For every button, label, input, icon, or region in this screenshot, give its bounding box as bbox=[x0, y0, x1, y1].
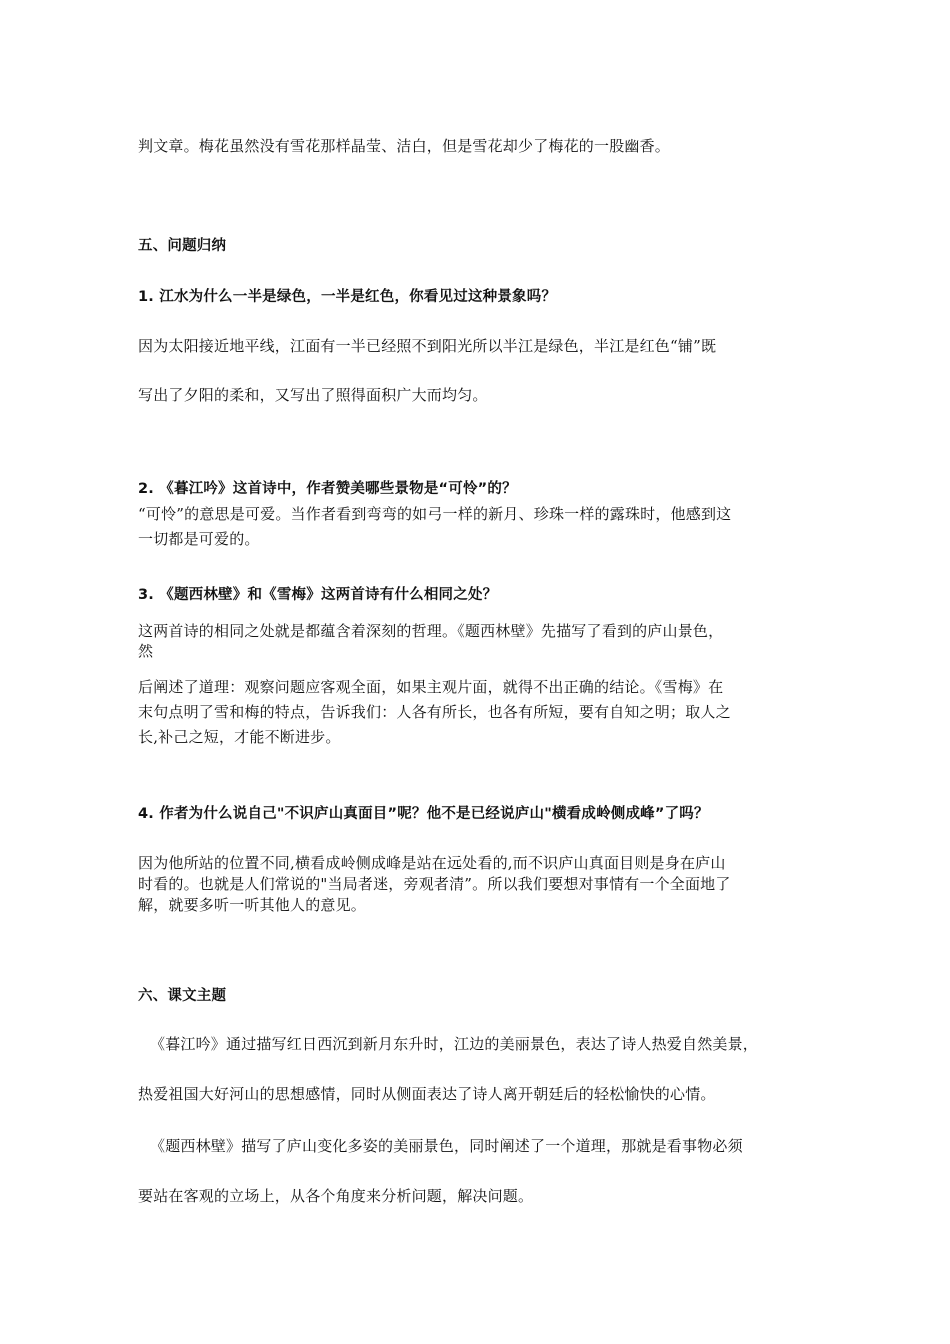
answer-3-line-1: 这两首诗的相同之处就是都蕴含着深刻的哲理。《题西林壁》先描写了看到的庐山景色， bbox=[138, 622, 724, 640]
theme-paragraph-2-line-2: 要站在客观的立场上，从各个角度来分析问题，解决问题。 bbox=[138, 1187, 534, 1205]
section-six-heading: 六、课文主题 bbox=[138, 988, 227, 1004]
answer-4-line-1: 因为他所站的位置不同,横看成岭侧成峰是站在远处看的,而不识庐山真面目则是身在庐山 bbox=[138, 854, 726, 872]
intro-text-line: 判文章。梅花虽然没有雪花那样晶莹、洁白，但是雪花却少了梅花的一股幽香。 bbox=[138, 137, 671, 155]
answer-3-line-3: 后阐述了道理：观察问题应客观全面，如果主观片面，就得不出正确的结论。《雪梅》在 bbox=[138, 678, 724, 696]
question-4: 4. 作者为什么说自己"不识庐山真面目”呢？他不是已经说庐山"横看成岭侧成峰”了吗？ bbox=[138, 806, 709, 822]
answer-2-line-2: 一切都是可爱的。 bbox=[138, 530, 260, 548]
theme-paragraph-1-line-1: 《暮江吟》通过描写红日西沉到新月东升时，江边的美丽景色，表达了诗人热爱自然美景， bbox=[150, 1035, 759, 1053]
question-3: 3. 《题西林壁》和《雪梅》这两首诗有什么相同之处？ bbox=[138, 587, 498, 603]
theme-paragraph-2-line-1: 《题西林壁》描写了庐山变化多姿的美丽景色，同时阐述了一个道理，那就是看事物必须 bbox=[150, 1137, 743, 1155]
answer-3-line-4: 末句点明了雪和梅的特点，告诉我们：人各有所长，也各有所短，要有自知之明；取人之 bbox=[138, 703, 731, 721]
answer-3-line-5: 长,补己之短，才能不断进步。 bbox=[138, 728, 341, 746]
theme-paragraph-1-line-2: 热爱祖国大好河山的思想感情，同时从侧面表达了诗人离开朝廷后的轻松愉快的心情。 bbox=[138, 1085, 716, 1103]
section-five-heading: 五、问题归纳 bbox=[138, 238, 227, 254]
answer-3-line-2: 然 bbox=[138, 642, 154, 660]
answer-2-line-1: “可怜”的意思是可爱。当作者看到弯弯的如弓一样的新月、珍珠一样的露珠时，他感到这 bbox=[138, 505, 732, 523]
question-1: 1. 江水为什么一半是绿色，一半是红色，你看见过这种景象吗？ bbox=[138, 289, 557, 305]
answer-4-line-3: 解，就要多听一听其他人的意见。 bbox=[138, 896, 367, 914]
answer-1-line-1: 因为太阳接近地平线，江面有一半已经照不到阳光所以半江是绿色，半江是红色“铺”既 bbox=[138, 337, 717, 355]
answer-1-line-2: 写出了夕阳的柔和，又写出了照得面积广大而均匀。 bbox=[138, 386, 488, 404]
question-2: 2. 《暮江吟》这首诗中，作者赞美哪些景物是“可怜”的？ bbox=[138, 481, 517, 497]
answer-4-line-2: 时看的。也就是人们常说的"当局者迷，旁观者清”。所以我们要想对事情有一个全面地了 bbox=[138, 875, 731, 893]
